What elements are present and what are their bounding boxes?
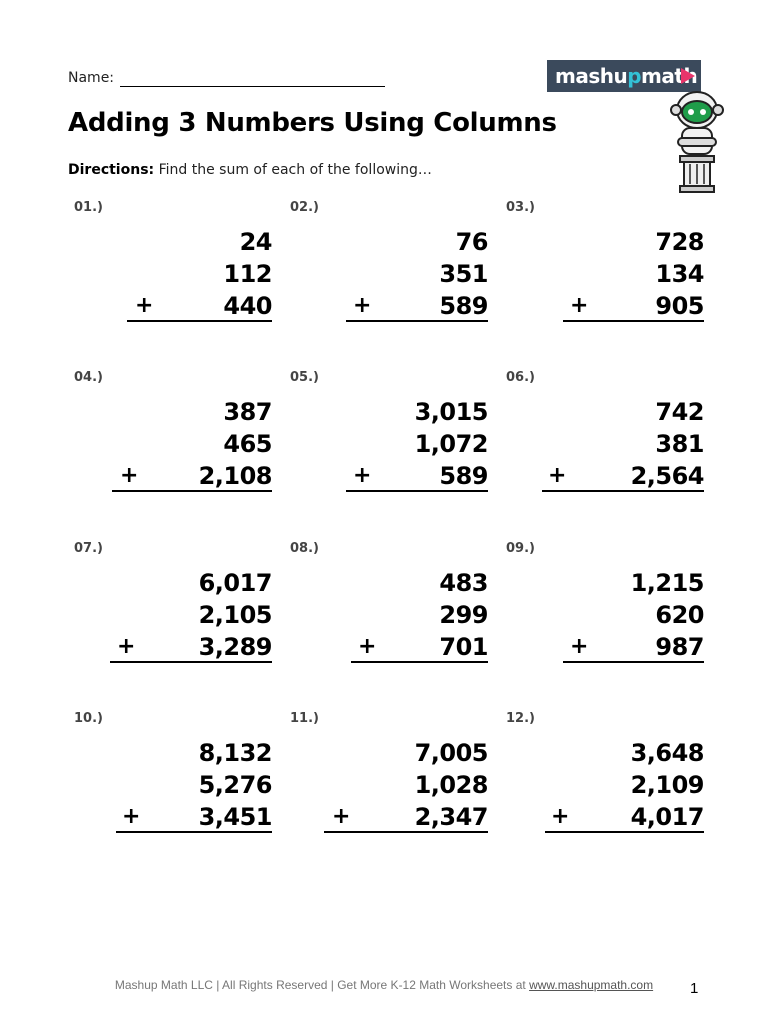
problem-number: 01.) bbox=[74, 200, 103, 215]
plus-sign: + bbox=[120, 463, 139, 488]
problem-number: 11.) bbox=[290, 711, 319, 726]
answer-line bbox=[563, 661, 704, 663]
problem-number: 08.) bbox=[290, 541, 319, 556]
logo-text-a: mashu bbox=[555, 64, 628, 88]
answer-line bbox=[116, 831, 272, 833]
addend-1: 8,132 bbox=[198, 739, 272, 767]
addend-3: 3,289 bbox=[198, 633, 272, 661]
addend-2: 465 bbox=[223, 430, 272, 458]
addend-2: 134 bbox=[655, 260, 704, 288]
addend-3: 589 bbox=[439, 292, 488, 320]
plus-sign: + bbox=[117, 634, 136, 659]
addend-1: 24 bbox=[239, 228, 272, 256]
answer-line bbox=[545, 831, 704, 833]
logo-text-c: math bbox=[641, 64, 698, 88]
addend-2: 2,105 bbox=[198, 601, 272, 629]
addend-1: 6,017 bbox=[198, 569, 272, 597]
answer-line bbox=[542, 490, 704, 492]
addend-3: 589 bbox=[439, 462, 488, 490]
answer-line bbox=[110, 661, 272, 663]
addend-2: 1,072 bbox=[414, 430, 488, 458]
answer-line bbox=[346, 320, 488, 322]
addend-1: 387 bbox=[223, 398, 272, 426]
logo-text-b: p bbox=[627, 64, 642, 88]
addend-1: 728 bbox=[655, 228, 704, 256]
directions bbox=[68, 162, 432, 178]
addend-3: 440 bbox=[223, 292, 272, 320]
directions-label: Directions: bbox=[68, 162, 155, 178]
answer-line bbox=[324, 831, 488, 833]
play-icon bbox=[681, 68, 695, 84]
name-field-line bbox=[120, 86, 385, 87]
problem-number: 02.) bbox=[290, 200, 319, 215]
addend-1: 1,215 bbox=[630, 569, 704, 597]
problem-number: 03.) bbox=[506, 200, 535, 215]
addend-1: 742 bbox=[655, 398, 704, 426]
addend-3: 987 bbox=[655, 633, 704, 661]
plus-sign: + bbox=[570, 634, 589, 659]
addend-3: 2,347 bbox=[414, 803, 488, 831]
footer-text: Mashup Math LLC | All Rights Reserved | Get More K-12 Math Worksheets at bbox=[114, 978, 530, 992]
answer-line bbox=[563, 320, 704, 322]
answer-line bbox=[346, 490, 488, 492]
problem-number: 10.) bbox=[74, 711, 103, 726]
problem-number: 07.) bbox=[74, 541, 103, 556]
plus-sign: + bbox=[548, 463, 567, 488]
addend-3: 905 bbox=[655, 292, 704, 320]
problem-number: 04.) bbox=[74, 370, 103, 385]
plus-sign: + bbox=[122, 804, 141, 829]
plus-sign: + bbox=[332, 804, 351, 829]
addend-3: 2,108 bbox=[198, 462, 272, 490]
addend-1: 3,648 bbox=[630, 739, 704, 767]
addend-2: 1,028 bbox=[414, 771, 488, 799]
problem-number: 12.) bbox=[506, 711, 535, 726]
addend-3: 701 bbox=[439, 633, 488, 661]
name-label: Name: bbox=[68, 70, 115, 86]
addend-2: 620 bbox=[655, 601, 704, 629]
name-row bbox=[68, 70, 114, 86]
addend-2: 381 bbox=[655, 430, 704, 458]
addend-2: 112 bbox=[223, 260, 272, 288]
addend-2: 299 bbox=[439, 601, 488, 629]
addend-3: 4,017 bbox=[630, 803, 704, 831]
addend-1: 76 bbox=[455, 228, 488, 256]
addend-3: 2,564 bbox=[630, 462, 704, 490]
plus-sign: + bbox=[135, 293, 154, 318]
addend-1: 3,015 bbox=[414, 398, 488, 426]
directions-text: Find the sum of each of the following… bbox=[154, 162, 432, 178]
answer-line bbox=[127, 320, 272, 322]
problem-number: 06.) bbox=[506, 370, 535, 385]
footer-link[interactable]: www.mashupmath.com bbox=[529, 978, 654, 992]
plus-sign: + bbox=[570, 293, 589, 318]
problem-number: 09.) bbox=[506, 541, 535, 556]
answer-line bbox=[351, 661, 488, 663]
footer bbox=[0, 978, 768, 992]
plus-sign: + bbox=[358, 634, 377, 659]
addend-3: 3,451 bbox=[198, 803, 272, 831]
answer-line bbox=[112, 490, 272, 492]
addend-1: 7,005 bbox=[414, 739, 488, 767]
page-title: Adding 3 Numbers Using Columns bbox=[68, 108, 557, 138]
addend-2: 2,109 bbox=[630, 771, 704, 799]
addend-2: 351 bbox=[439, 260, 488, 288]
plus-sign: + bbox=[353, 293, 372, 318]
plus-sign: + bbox=[353, 463, 372, 488]
addend-1: 483 bbox=[439, 569, 488, 597]
problem-number: 05.) bbox=[290, 370, 319, 385]
robot-mascot-icon bbox=[668, 88, 726, 194]
addend-2: 5,276 bbox=[198, 771, 272, 799]
plus-sign: + bbox=[551, 804, 570, 829]
page-number: 1 bbox=[690, 980, 699, 997]
